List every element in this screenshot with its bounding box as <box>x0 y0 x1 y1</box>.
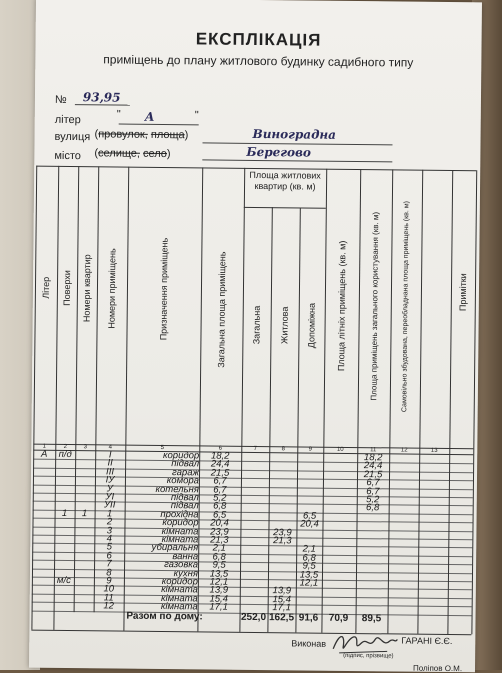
cell-room-number: I <box>95 449 125 461</box>
col-header-total-area: Загальна площа приміщень <box>216 251 227 367</box>
street-label: вулиця <box>54 131 90 143</box>
checked-by-name: Поліпов О.М. <box>413 664 462 673</box>
cell-summer-area: 24,4 <box>357 460 389 472</box>
column-number: 11 <box>357 447 389 453</box>
cell-total-area: 20,4 <box>198 518 240 530</box>
cell-summer-area: 6,7 <box>357 486 389 498</box>
cell-total-area: 12,1 <box>198 576 240 588</box>
cell-room-number: 2 <box>94 516 124 528</box>
cell-purpose: гараж <box>125 466 199 479</box>
column-number: 6 <box>199 445 241 451</box>
cell-living-area: 23,9 <box>268 527 296 539</box>
cell-room-number: УІ <box>95 491 125 503</box>
cell-total-area: 5,2 <box>199 492 241 504</box>
column-number: 4 <box>95 444 125 450</box>
col-header-room-numbers: Номери приміщень <box>107 248 118 328</box>
cell-total-area: 13,9 <box>198 585 240 597</box>
liter-quote-close: " <box>195 109 199 121</box>
document-page <box>29 0 482 672</box>
liter-value: А <box>145 110 155 124</box>
liter-quote-open: " <box>117 109 121 121</box>
cell-purpose: кухня <box>124 567 198 580</box>
cell-total-area: 6,5 <box>199 509 241 521</box>
cell-living-area: 13,9 <box>268 586 296 598</box>
cell-room-number: 6 <box>94 550 124 562</box>
cell-total-area: 13,5 <box>198 568 240 580</box>
cell-purpose: підвал <box>125 458 199 471</box>
cell-summer-area: 21,5 <box>357 469 389 481</box>
cell-floor: п/д <box>55 449 75 461</box>
cell-purpose: коридор <box>124 517 198 530</box>
cell-purpose: кімната <box>124 525 198 538</box>
cell-floor: м/с <box>54 575 74 587</box>
col-header-general: Загальна <box>251 306 261 345</box>
city-value: Берегово <box>246 145 311 160</box>
column-number: 5 <box>125 445 199 452</box>
cell-purpose: кімната <box>124 534 198 547</box>
totals-summer: 89,5 <box>355 613 387 625</box>
cell-purpose: кімната <box>124 584 198 597</box>
cell-room-number: 7 <box>94 558 124 570</box>
cell-room-number: II <box>95 458 125 470</box>
cell-living-area: 15,4 <box>268 594 296 606</box>
cell-purpose: кімната <box>124 601 198 614</box>
cell-summer-area: 6,7 <box>357 477 389 489</box>
number-label: № <box>55 94 67 106</box>
col-header-apartment-numbers: Номери квартир <box>82 254 93 322</box>
city-kinds-close: ) <box>167 148 171 160</box>
cell-auxiliary-area: 6,8 <box>296 552 322 564</box>
cell-room-number: III <box>95 466 125 478</box>
performer-name: ГАРАНІ Є.Є. <box>401 636 452 647</box>
document-title: ЕКСПЛІКАЦІЯ <box>35 28 481 53</box>
cell-apartment: 1 <box>75 508 95 520</box>
cell-total-area: 9,5 <box>198 560 240 572</box>
cell-total-area: 24,4 <box>199 459 241 471</box>
totals-total: 252,0 <box>239 612 267 624</box>
cell-room-number: 12 <box>94 600 124 612</box>
cell-purpose: підвал <box>125 500 199 513</box>
cell-living-area: 21,3 <box>268 535 296 547</box>
column-number: 2 <box>55 444 75 450</box>
performer-label: Виконав <box>291 638 326 648</box>
cell-living-area: 17,1 <box>268 602 296 614</box>
cell-total-area: 2,1 <box>198 543 240 555</box>
column-number: 12 <box>389 447 419 453</box>
cell-total-area: 17,1 <box>198 602 240 614</box>
city-kinds-open: ( <box>94 147 98 159</box>
city-label: місто <box>54 150 81 162</box>
document-subtitle: приміщень до плану житлового будинку садибного типу <box>35 52 481 71</box>
cell-room-number: IУ <box>95 474 125 486</box>
cell-room-number: 5 <box>94 542 124 554</box>
signature-hint: (підпис, прізвище) <box>343 653 393 660</box>
column-number: 7 <box>241 446 269 452</box>
cell-total-area: 21,3 <box>198 534 240 546</box>
col-header-auxiliary: Допоміжна <box>306 303 316 348</box>
cell-summer-area: 18,2 <box>357 452 389 464</box>
street-value: Виноградна <box>253 127 337 142</box>
totals-general: 162,5 <box>267 612 295 624</box>
col-line <box>74 166 80 612</box>
cell-auxiliary-area: 20,4 <box>296 519 322 531</box>
cell-room-number: 3 <box>94 525 124 537</box>
column-number: 10 <box>323 447 357 453</box>
cell-auxiliary-area: 13,5 <box>296 569 322 581</box>
col-line <box>267 207 272 632</box>
col-header-common-use: Площа приміщень загального користування (кв. м) <box>369 212 380 401</box>
cell-purpose: коридор <box>125 450 199 463</box>
cell-total-area: 18,2 <box>199 450 241 462</box>
column-number: 8 <box>269 446 297 452</box>
col-header-liter: Літер <box>41 277 51 299</box>
city-kind-settlement: селище, <box>98 147 140 159</box>
cell-room-number: 8 <box>94 567 124 579</box>
col-header-summer: Площа літніх приміщень (кв. м) <box>336 241 347 372</box>
street-kind-lane: провулок, <box>98 128 148 141</box>
totals-auxiliary: 70,9 <box>321 613 355 625</box>
number-value: 93,95 <box>83 90 121 104</box>
cell-purpose: котельня <box>125 483 199 496</box>
cell-liter: А <box>33 449 55 461</box>
cell-room-number: 4 <box>94 533 124 545</box>
col-header-notes: Примітки <box>458 273 468 311</box>
totals-living: 91,6 <box>295 612 321 624</box>
cell-purpose: газовка <box>124 559 198 572</box>
table-border-bottom <box>31 630 471 636</box>
column-number: 1 <box>33 444 55 450</box>
street-kinds-close: ) <box>185 129 189 141</box>
col-header-floors: Поверхи <box>62 270 72 306</box>
cell-room-number: УІІ <box>95 500 125 512</box>
street-kinds-open: ( <box>95 128 99 140</box>
cell-purpose: коридор <box>124 576 198 589</box>
cell-purpose: ванна <box>124 550 198 563</box>
cell-purpose: прохідна <box>125 508 199 521</box>
cell-purpose: кімната <box>124 592 198 605</box>
cell-auxiliary-area: 9,5 <box>296 561 322 573</box>
group-header-line <box>244 207 326 209</box>
liter-label: літер <box>55 114 81 126</box>
street-kind-square: площа <box>151 129 185 141</box>
cell-total-area: 21,5 <box>199 467 241 479</box>
cell-room-number: 1 <box>95 508 125 520</box>
cell-purpose: підвал <box>125 492 199 505</box>
cell-room-number: 9 <box>94 575 124 587</box>
cell-auxiliary-area: 2,1 <box>296 544 322 556</box>
column-number: 9 <box>297 446 323 452</box>
cell-total-area: 15,4 <box>198 593 240 605</box>
cell-summer-area: 6,8 <box>357 502 389 514</box>
col-header-living: Житлова <box>279 307 289 344</box>
cell-summer-area: 5,2 <box>357 494 389 506</box>
cell-room-number: У <box>95 483 125 495</box>
totals-label: Разом по дому: <box>89 610 239 624</box>
cell-purpose: комора <box>125 475 199 488</box>
cell-room-number: 11 <box>94 592 124 604</box>
cell-auxiliary-area: 6,5 <box>297 510 323 522</box>
cell-floor: 1 <box>55 508 75 520</box>
cell-total-area: 6,8 <box>198 551 240 563</box>
col-header-unauthorized: Самовільно збудована, переобладнана площа приміщень (кв. м) <box>401 201 410 412</box>
cell-total-area: 6,7 <box>199 476 241 488</box>
cell-total-area: 23,9 <box>198 526 240 538</box>
city-kind-village: село <box>143 148 167 160</box>
cell-total-area: 6,8 <box>199 501 241 513</box>
cell-total-area: 6,7 <box>199 484 241 496</box>
column-number: 3 <box>75 444 95 450</box>
group-header-apartments: Площа житлових квартир (кв. м) <box>246 170 324 193</box>
col-header-purpose: Призначення приміщень <box>158 238 169 341</box>
cell-auxiliary-area: 12,1 <box>296 577 322 589</box>
cell-purpose: убиральня <box>124 542 198 555</box>
column-number: 13 <box>419 448 449 454</box>
cell-room-number: 10 <box>94 584 124 596</box>
